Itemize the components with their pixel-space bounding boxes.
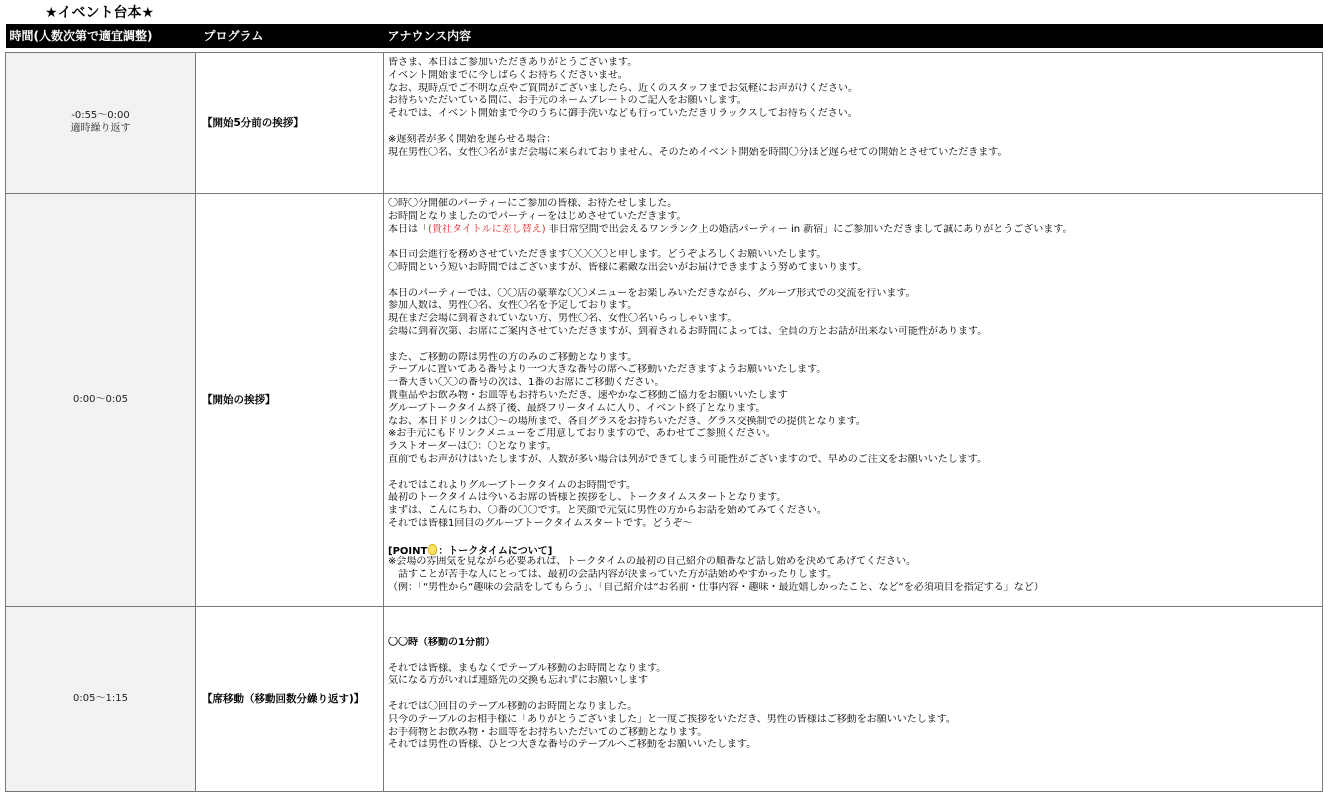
announcement-line: それでは〇回目のテーブル移動のお時間となりました。 xyxy=(388,700,638,712)
announcement-line: （例：「“男性から“趣味の会話をしてもらう」、「自己紹介は“お名前・仕事内容・趣味・最近嬉しかったこと、など“を必須項目を指定する」など） xyxy=(388,581,1044,593)
announcement-line: なお、現時点でご不明な点やご質問がございましたら、近くのスタッフまでお気軽にお声がけください。 xyxy=(388,82,858,94)
program-cell[interactable]: 【開始の挨拶】 xyxy=(196,194,384,607)
announcement-line xyxy=(388,121,1318,134)
lightbulb-icon xyxy=(428,544,437,555)
header-announcement: アナウンス内容 xyxy=(384,24,1323,48)
table-row xyxy=(6,53,1323,194)
table-row xyxy=(6,194,1323,607)
announcement-line: 〇時〇分開催のパーティーにご参加の皆様、お待たせしました。 xyxy=(388,198,678,209)
announcement-line: それでは皆様、まもなくでテーブル移動のお時間となります。 xyxy=(388,662,667,674)
announcement-line: 最初のトークタイムは今いるお席の皆様と挨拶をし、トークタイムスタートとなります。 xyxy=(388,492,787,504)
announcement-line: それでは、イベント開始まで今のうちに御手洗いなども行っていただきリラックスしてお待ちください。 xyxy=(388,108,858,120)
announcement-cell[interactable] xyxy=(384,194,1323,607)
announcement-line xyxy=(388,467,1318,480)
header-time: 時間(人数次第で適宜調整) xyxy=(6,24,196,48)
announcement-line: テーブルに置いてある番号より一つ大きな番号の席へご移動いただきますようお願いいたします。 xyxy=(388,364,827,376)
announcement-line: 皆さま、本日はご参加いただきありがとうございます。 xyxy=(388,57,638,68)
announcement-line: 一番大きい〇〇の番号の次は、1番のお席にご移動ください。 xyxy=(388,377,665,389)
announcement-line: 現在男性〇名、女性〇名がまだ会場に来られておりません、そのためイベント開始を時間〇分ほど遅らせての開始とさせていただきます。 xyxy=(388,146,1008,158)
announcement-line-with-placeholder xyxy=(388,224,1318,237)
announcement-cell[interactable] xyxy=(384,53,1323,194)
line-prefix: 本日は「 xyxy=(388,223,428,235)
announcement-line xyxy=(388,339,1318,352)
announcement-line: ラストオーダーは〇：〇となります。 xyxy=(388,441,557,453)
announcement-line: また、ご移動の際は男性の方のみのご移動となります。 xyxy=(388,351,638,363)
header-row xyxy=(6,24,1323,48)
time-note: 適時繰り返す xyxy=(70,123,131,134)
time-range: 0:00〜0:05 xyxy=(73,393,128,405)
announcement-line: グループトークタイム終了後、最終フリータイムに入り、イベント終了となります。 xyxy=(388,402,766,414)
announcement-line: お待ちいただいている間に、お手元のネームプレートのご記入をお願いします。 xyxy=(388,95,747,107)
announcement-line: ※遅刻者が多く開始を遅らせる場合： xyxy=(388,133,557,145)
announcement-line: 只今のテーブルのお相手様に「ありがとうございました」と一度ご挨拶をいただき、男性の皆様はご移動をお願いいたします。 xyxy=(388,713,956,725)
time-range: -0:55〜0:00 xyxy=(71,110,130,122)
point-heading: [POINT ：トークタイムについて] xyxy=(388,545,553,557)
announcement-line: それでは皆様1回目のグループトークタイムスタートです。どうぞ〜 xyxy=(388,517,693,529)
announcement-line: ※会場の雰囲気を見ながら必要あれば、トークタイムの最初の自己紹介の順番など話し始めを決めてあげてください。 xyxy=(388,556,916,568)
announcement-line: 現在まだ会場に到着されていない方、男性〇名、女性〇名いらっしゃいます。 xyxy=(388,313,738,325)
announcement-line xyxy=(388,236,1318,249)
announcement-line: それでは男性の皆様、ひとつ大きな番号のテーブルへご移動をお願いいたします。 xyxy=(388,739,757,751)
event-script-table xyxy=(5,24,1323,792)
announcement-line: 参加人数は、男性〇名、女性〇名を予定しております。 xyxy=(388,300,638,312)
announcement-line: 気になる方がいれば連絡先の交換も忘れずにお願いします xyxy=(388,675,648,687)
announcement-line: 貴重品やお飲み物・お皿等もお持ちいただき、速やかなご移動ご協力をお願いいたします xyxy=(388,389,788,401)
announcement-line: まずは、こんにちわ、〇番の〇〇です。と笑顔で元気に男性の方からお話を始めてみてください。 xyxy=(388,505,827,517)
time-cell[interactable] xyxy=(6,607,196,792)
section-heading: 〇〇時（移動の1分前） xyxy=(388,637,495,648)
time-cell[interactable] xyxy=(6,53,196,194)
time-range: 0:05〜1:15 xyxy=(73,692,128,704)
program-cell[interactable]: 【開始5分前の挨拶】 xyxy=(196,53,384,194)
announcement-line: なお、本日ドリンクは〇〜の場所まで、各自グラスをお持ちいただき、グラス交換制での提供となります。 xyxy=(388,415,866,427)
announcement-line: 話すことが苦手な人にとっては、最初の会話内容が決まっていた方が話始めやすかったりします。 xyxy=(388,569,837,581)
announcement-line: 直前でもお声がけはいたしますが、人数が多い場合は列ができてしまう可能性がございますので、早めのご注文をお願いいたします。 xyxy=(388,453,987,465)
announcement-line: 会場に到着次第、お席にご案内させていただきますが、到着されるお時間によっては、全員の方とお話が出来ない可能性があります。 xyxy=(388,325,988,337)
announcement-line xyxy=(388,650,1318,663)
announcement-line xyxy=(388,275,1318,288)
announcement-line: お手荷物とお飲み物・お皿等をお持ちいただいてのご移動となります。 xyxy=(388,726,708,738)
header-program: プログラム xyxy=(196,24,384,48)
line-suffix: 非日常空間で出会えるワンランク上の婚活パーティー in 新宿」にご参加いただきまして誠にありがとうございます。 xyxy=(545,223,1073,235)
program-cell[interactable]: 【席移動（移動回数分繰り返す)】 xyxy=(196,607,384,792)
announcement-line: 本日のパーティーでは、〇〇店の豪華な〇〇メニューをお楽しみいただきながら、グループ形式での交流を行います。 xyxy=(388,287,916,299)
announcement-line xyxy=(388,688,1318,701)
title-placeholder: (貴社タイトルに差し替え) xyxy=(428,223,546,235)
announcement-line: ※お手元にもドリンクメニューをご用意しておりますので、あわせてご参照ください。 xyxy=(388,428,776,440)
announcement-line: それではこれよりグループトークタイムのお時間です。 xyxy=(388,479,636,491)
announcement-cell[interactable] xyxy=(384,607,1323,792)
announcement-line: お時間となりましたのでパーティーをはじめさせていただきます。 xyxy=(388,210,687,222)
announcement-line: 〇時間という短いお時間ではございますが、皆様に素敵な出会いがお届けできますよう努めてまいります。 xyxy=(388,261,868,273)
announcement-line: イベント開始までに今しばらくお待ちくださいませ。 xyxy=(388,69,628,81)
sheet-title: ★イベント台本★ xyxy=(45,5,155,21)
announcement-line xyxy=(388,531,1318,544)
announcement-line: 本日司会進行を務めさせていただきます〇〇〇〇と申します。どうぞよろしくお願いいたします。 xyxy=(388,249,827,261)
time-cell[interactable] xyxy=(6,194,196,607)
table-row xyxy=(6,607,1323,792)
